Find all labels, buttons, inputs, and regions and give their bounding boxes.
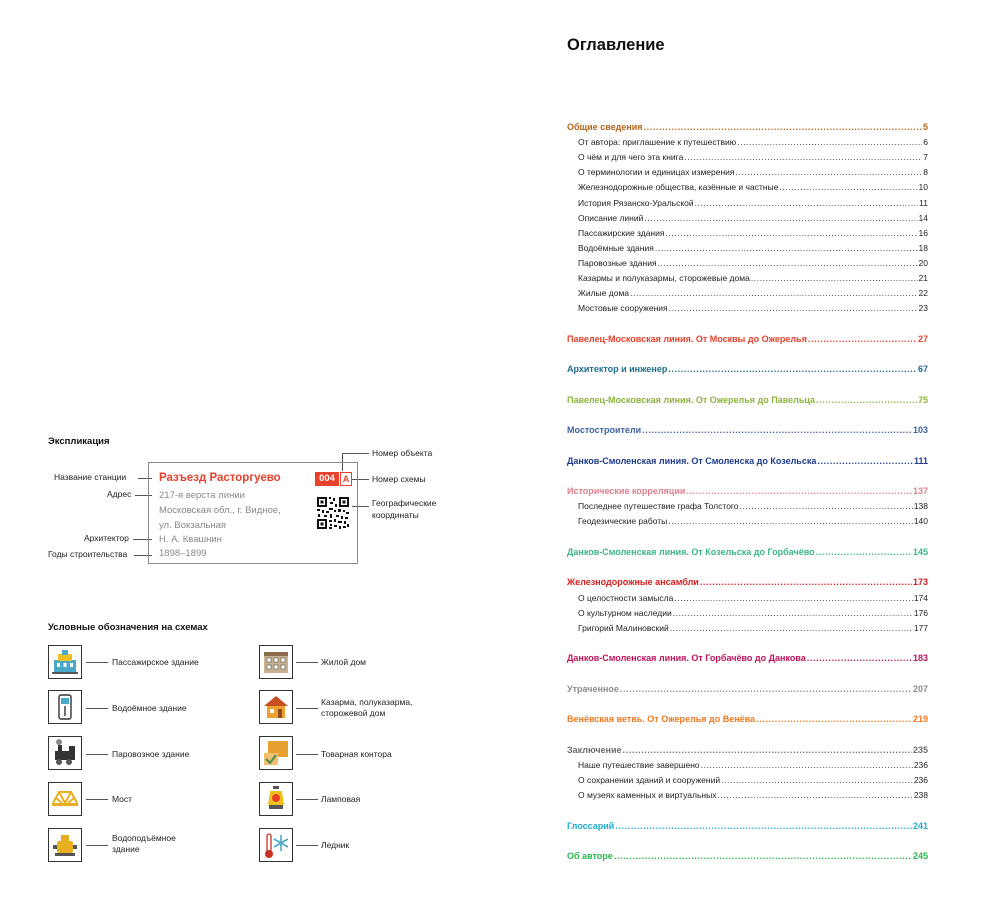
toc-section[interactable] <box>567 486 928 496</box>
toc-leader-dots <box>665 228 917 238</box>
water-tower-icon <box>48 690 82 724</box>
toc-page-number: 236 <box>913 759 928 770</box>
toc-leader-dots <box>816 547 912 557</box>
toc-page-number: 173 <box>912 577 928 588</box>
toc-page-number: 18 <box>918 242 928 253</box>
toc-leader-dots <box>668 364 917 374</box>
toc-section-title: Глоссарий <box>567 820 615 831</box>
toc-page-number: 22 <box>918 288 928 299</box>
toc-subsection[interactable] <box>578 213 928 223</box>
qr-code-icon <box>316 496 350 530</box>
legend-dash <box>296 799 318 800</box>
legend-label <box>112 703 187 714</box>
station-address-line: Московская обл., г. Видное, <box>159 505 281 516</box>
toc-page-number: 207 <box>912 683 928 694</box>
legend-label <box>321 697 412 719</box>
toc-leader-dots <box>674 593 913 603</box>
toc-section-title: Утраченное <box>567 683 619 694</box>
toc-page-number: 8 <box>923 167 928 178</box>
toc-subsection[interactable] <box>578 608 928 618</box>
toc-page-number: 245 <box>912 851 928 861</box>
residential-house-icon <box>259 645 293 679</box>
toc-section[interactable] <box>567 653 928 663</box>
toc-page-number: 219 <box>912 714 928 725</box>
toc-page-number: 174 <box>913 592 928 603</box>
legend-label-line: сторожевой дом <box>321 708 386 718</box>
geo-coords-line: координаты <box>372 510 419 520</box>
toc-section[interactable] <box>567 745 928 755</box>
toc-subsection[interactable] <box>578 273 928 283</box>
toc-leader-dots <box>695 198 919 208</box>
legend-label <box>321 794 360 805</box>
toc-section[interactable] <box>567 851 928 861</box>
station-years: 1898–1899 <box>159 548 207 559</box>
toc-subsection-title: Мостовые сооружения <box>578 303 668 314</box>
toc-section-title: Заключение <box>567 744 622 755</box>
toc-section[interactable] <box>567 821 928 831</box>
scheme-tag: А <box>340 472 352 486</box>
toc-subsection-title: Железнодорожные общества, казённые и частные <box>578 182 779 193</box>
toc-subsection-title: Геодезические работы <box>578 516 668 527</box>
locomotive-icon <box>48 736 82 770</box>
legend-label-line: Водоёмное здание <box>112 703 187 713</box>
toc-subsection-title: Паровозные здания <box>578 257 657 268</box>
toc-leader-dots <box>684 152 922 162</box>
toc-leader-dots <box>615 821 912 831</box>
toc-subsection-title: Водоёмные здания <box>578 242 654 253</box>
legend-label-line: Товарная контора <box>321 749 392 759</box>
toc-subsection[interactable] <box>578 593 928 603</box>
legend-label-line: здание <box>112 844 140 854</box>
toc-subsection-title: Жилые дома <box>578 288 630 299</box>
toc-leader-dots <box>737 137 922 147</box>
toc-subsection-title: Описание линий <box>578 212 644 223</box>
legend-label <box>112 749 189 760</box>
toc-leader-dots <box>673 608 913 618</box>
toc-leader-dots <box>816 395 917 405</box>
toc-section-title: Данков-Смоленская линия. От Козельска до Горбачёво <box>567 546 815 557</box>
toc-section[interactable] <box>567 456 928 466</box>
station-architect: Н. А. Квашнин <box>159 534 222 545</box>
toc-subsection-title: О сохранении зданий и сооружений <box>578 774 721 785</box>
toc-leader-dots <box>630 288 918 298</box>
toc-page-number: 241 <box>912 820 928 831</box>
station-card <box>148 462 358 564</box>
legend-label <box>112 657 199 668</box>
barracks-icon <box>259 690 293 724</box>
toc-page-number: 238 <box>913 790 928 800</box>
toc-page-number: 183 <box>912 653 928 664</box>
toc-section[interactable] <box>567 425 928 435</box>
toc-section-title: Исторические корреляции <box>567 486 686 497</box>
toc-leader-dots <box>751 273 918 283</box>
legend-label-line: Мост <box>112 794 133 804</box>
toc-subsection[interactable] <box>578 243 928 253</box>
toc-leader-dots <box>620 684 912 694</box>
toc-page-number: 103 <box>912 425 928 436</box>
toc-leader-dots <box>644 122 922 132</box>
toc-leader-dots <box>700 577 912 587</box>
toc-leader-dots <box>701 760 913 770</box>
toc-page-number: 10 <box>918 182 928 193</box>
toc-page-number: 235 <box>912 744 928 755</box>
toc-section[interactable] <box>567 547 928 557</box>
legend-label <box>112 794 132 805</box>
toc-subsection-title: О культурном наследии <box>578 607 672 618</box>
toc-subsection-title: О чём и для чего эта книга <box>578 152 684 163</box>
toc-leader-dots <box>668 516 913 526</box>
toc-leader-dots <box>644 213 917 223</box>
toc-section-title: Об авторе <box>567 851 613 861</box>
toc-subsection[interactable] <box>578 775 928 785</box>
toc-page-number: 140 <box>913 516 928 527</box>
toc-leader-dots <box>658 258 918 268</box>
toc-page-number: 11 <box>919 197 928 208</box>
lamp-icon <box>259 782 293 816</box>
toc-page-number: 177 <box>913 622 928 633</box>
toc-section[interactable] <box>567 714 928 724</box>
toc-subsection[interactable] <box>578 228 928 238</box>
toc-subsection[interactable] <box>578 198 928 208</box>
toc-leader-dots <box>721 775 913 785</box>
toc-subsection-title: Пассажирские здания <box>578 227 665 238</box>
toc-leader-dots <box>669 303 918 313</box>
toc-page-number: 20 <box>918 257 928 268</box>
label-object-number: Номер объекта <box>372 448 433 458</box>
toc-page-number: 5 <box>922 122 928 132</box>
label-architect: Архитектор <box>84 533 129 543</box>
toc-subsection[interactable] <box>578 182 928 192</box>
toc-section[interactable] <box>567 122 928 132</box>
cargo-office-icon <box>259 736 293 770</box>
bridge-icon <box>48 782 82 816</box>
toc-leader-dots <box>717 790 912 800</box>
label-address: Адрес <box>107 489 132 499</box>
legend-label <box>321 657 366 668</box>
toc-page-number: 21 <box>918 273 928 283</box>
toc-leader-dots <box>736 167 923 177</box>
toc-page-number: 16 <box>918 227 928 238</box>
toc-subsection-title: Последнее путешествие графа Толстого <box>578 501 739 512</box>
legend-dash <box>86 662 108 663</box>
toc-page-number: 236 <box>913 774 928 785</box>
toc-page-number: 7 <box>923 152 928 163</box>
toc-leader-dots <box>808 334 917 344</box>
legend-label-line: Пассажирское здание <box>112 657 199 667</box>
toc-section-title: Общие сведения <box>567 122 643 132</box>
toc-section-title: Архитектор и инженер <box>567 364 668 375</box>
legend-dash <box>86 708 108 709</box>
legend-dash <box>86 799 108 800</box>
toc-subsection-title: Наше путешествие завершено <box>578 759 700 770</box>
toc-leader-dots <box>670 623 913 633</box>
legend-label-line: Жилой дом <box>321 657 367 667</box>
toc-leader-dots <box>779 182 917 192</box>
legend-dash <box>86 845 108 846</box>
legend-label <box>321 840 349 851</box>
toc-subsection-title: О музеях каменных и виртуальных <box>578 790 717 800</box>
toc-section[interactable] <box>567 684 928 694</box>
toc-leader-dots <box>614 851 912 861</box>
toc-leader-dots <box>817 456 913 466</box>
label-scheme-number: Номер схемы <box>372 474 426 484</box>
toc-subsection-title: О целостности замысла <box>578 592 674 603</box>
toc-subsection-title: О терминологии и единицах измерения <box>578 167 735 178</box>
legend-dash <box>296 708 318 709</box>
legend-dash <box>296 845 318 846</box>
legend-heading: Условные обозначения на схемах <box>48 622 208 633</box>
toc-title: Оглавление <box>567 36 665 54</box>
legend-label-line: Водоподъёмное <box>112 833 176 843</box>
toc-subsection[interactable] <box>578 623 928 633</box>
toc-page-number: 145 <box>912 546 928 557</box>
passenger-building-icon <box>48 645 82 679</box>
icehouse-icon <box>259 828 293 862</box>
toc-subsection[interactable] <box>578 516 928 526</box>
toc-section[interactable] <box>567 577 928 587</box>
toc-section-title: Данков-Смоленская линия. От Горбачёво до Данкова <box>567 653 806 664</box>
legend-label-line: Казарма, полуказарма, <box>321 697 413 707</box>
toc-subsection-title: История Рязанско-Уральской <box>578 197 694 208</box>
legend-label-line: Ледник <box>321 840 350 850</box>
toc-leader-dots <box>686 486 912 496</box>
toc-subsection[interactable] <box>578 501 928 511</box>
toc-subsection[interactable] <box>578 790 928 800</box>
toc-leader-dots <box>655 243 918 253</box>
label-geo-coords <box>372 497 436 521</box>
toc-subsection[interactable] <box>578 303 928 313</box>
legend-label <box>112 833 176 855</box>
toc-page-number: 14 <box>918 212 928 223</box>
toc-section[interactable] <box>567 395 928 405</box>
legend-dash <box>296 662 318 663</box>
toc-section-title: Павелец-Московская линия. От Ожерелья до Павельца <box>567 394 816 405</box>
toc-leader-dots <box>756 714 912 724</box>
water-pump-icon <box>48 828 82 862</box>
leader-line <box>342 453 369 454</box>
toc-leader-dots <box>740 501 913 511</box>
toc-page-number: 67 <box>917 364 928 375</box>
toc-page-number: 176 <box>913 607 928 618</box>
toc-subsection[interactable] <box>578 760 928 770</box>
explication-heading: Экспликация <box>48 436 110 447</box>
station-address-line: ул. Вокзальная <box>159 520 227 531</box>
legend-label <box>321 749 392 760</box>
toc-section[interactable] <box>567 334 928 344</box>
toc-leader-dots <box>807 653 912 663</box>
toc-section-title: Павелец-Московская линия. От Москвы до Ожерелья <box>567 333 807 344</box>
toc-subsection[interactable] <box>578 258 928 268</box>
legend-dash <box>296 754 318 755</box>
toc-subsection[interactable] <box>578 288 928 298</box>
toc-subsection[interactable] <box>578 167 928 177</box>
toc-page-number: 6 <box>923 137 928 148</box>
legend-dash <box>86 754 108 755</box>
toc-leader-dots <box>623 745 912 755</box>
toc-subsection-title: От автора: приглашение к путешествию <box>578 137 737 148</box>
toc-section-title: Железнодорожные ансамбли <box>567 577 699 588</box>
toc-page-number: 27 <box>917 333 928 344</box>
legend-label-line: Паровозное здание <box>112 749 190 759</box>
label-years: Годы строительства <box>48 549 128 559</box>
toc-page-number: 75 <box>917 394 928 405</box>
label-station-name: Название станции <box>54 472 127 482</box>
toc-leader-dots <box>642 425 912 435</box>
geo-coords-line: Географические <box>372 498 437 508</box>
toc-page-number: 138 <box>913 501 928 512</box>
toc-section-title: Данков-Смоленская линия. От Смоленска до Козельска <box>567 455 817 466</box>
toc-subsection-title: Казармы и полуказармы, сторожевые дома <box>578 273 750 283</box>
toc-subsection[interactable] <box>578 152 928 162</box>
toc-page-number: 137 <box>912 486 928 497</box>
toc-section-title: Мостостроители <box>567 425 642 436</box>
toc-section[interactable] <box>567 364 928 374</box>
station-name: Разъезд Расторгуево <box>159 472 281 484</box>
object-number-badge: 004 <box>315 472 339 486</box>
toc-subsection-title: Григорий Малиновский <box>578 622 669 633</box>
toc-section-title: Венёвская ветвь. От Ожерелья до Венёва <box>567 714 756 725</box>
toc-subsection[interactable] <box>578 137 928 147</box>
station-address-line: 217-я верста линии <box>159 490 245 501</box>
toc-page-number: 111 <box>913 455 928 466</box>
legend-label-line: Ламповая <box>321 794 361 804</box>
toc-page-number: 23 <box>918 303 928 314</box>
